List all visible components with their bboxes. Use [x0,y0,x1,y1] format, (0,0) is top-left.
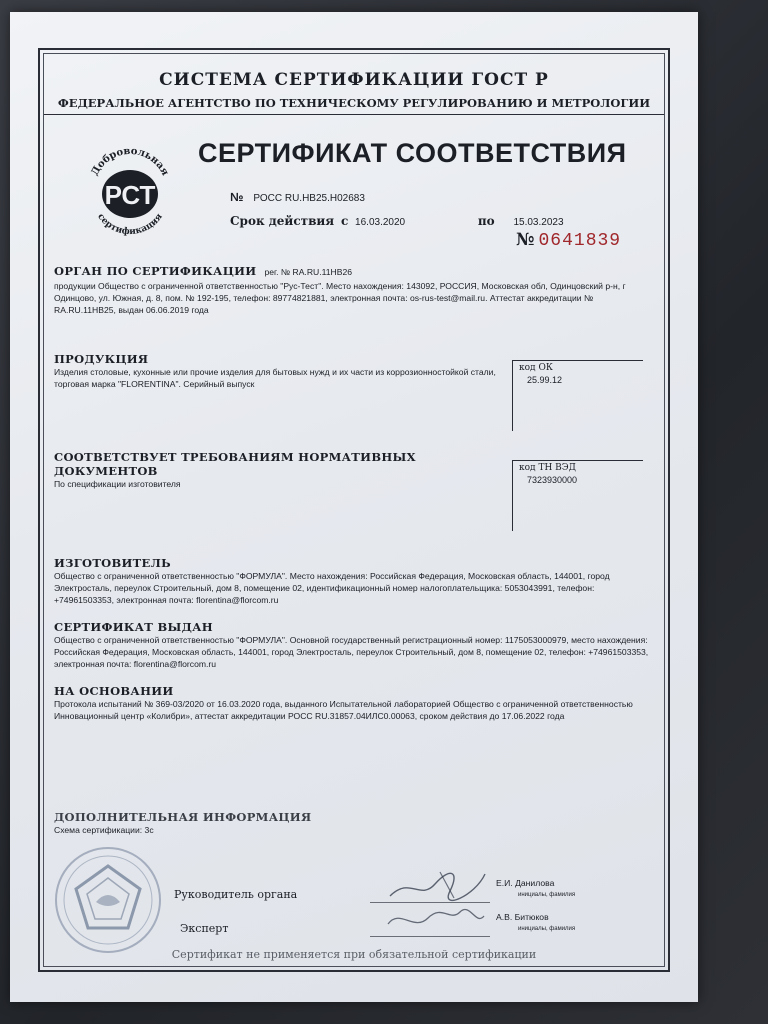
manufacturer-text: Общество с ограниченной ответственностью "ФОРМУЛА". Место нахождения: Российская Федерация, Московская область, 144001, город Электросталь, переулок Строительный, дом 8, помещение 02, идентификационный номер налогоплательщика: 5053043991, телефон: +74961503353, электронная почта: florentina@florcom.ru [54,571,610,605]
basis-section [54,684,654,722]
extra-heading: ДОПОЛНИТЕЛЬНАЯ ИНФОРМАЦИЯ [54,810,312,824]
certificate-frame [38,48,670,972]
conformity-heading: СООТВЕТСТВУЕТ ТРЕБОВАНИЯМ НОРМАТИВНЫХ ДОКУМЕНТОВ [54,450,416,478]
seal-stamp-icon [52,844,164,956]
code-ok-label: код ОК [519,363,553,373]
basis-heading: НА ОСНОВАНИИ [54,684,174,698]
logo-mark: РСТ [104,180,156,210]
organ-heading: ОРГАН ПО СЕРТИФИКАЦИИ [54,264,257,278]
organ-section [54,262,654,316]
validity-to: 15.03.2023 [513,217,564,228]
certificate-title: СЕРТИФИКАТ СООТВЕТСТВИЯ [198,138,627,168]
organ-text: продукции Общество с ограниченной ответственностью "Рус-Тест". Место нахождения: 143092, РОССИЯ, Московская обл, Одинцовский р-н, г Одинцово, ул. Южная, д. 8, пом. № 192-195, телефон: 89774821881, электронная почта: os-rus-test@mail.ru. Аттестат аккредитации № RA.RU.11HB25, выдан 06.06.2019 года [54,281,626,315]
validity-from: 16.03.2020 [355,217,406,228]
validity-to-label: по [477,214,495,228]
validity-label: Срок действия [230,214,335,228]
product-text: Изделия столовые, кухонные или прочие изделия для бытовых нужд и их части из коррозионностойкой стали, торговая марка "FLORENTINA". Серийный выпуск [54,367,496,389]
head-signature-label: Руководитель органа [174,888,298,901]
code-tn-box [512,460,643,531]
rst-logo-icon [80,140,180,240]
logo-bottom-text: сертификация [95,211,165,238]
manufacturer-section [54,556,654,606]
registration-number [230,190,365,204]
extra-text: Схема сертификации: 3с [54,825,154,835]
head-caption: инициалы, фамилия [518,892,576,898]
expert-caption: инициалы, фамилия [518,926,576,932]
product-section [54,352,514,390]
basis-text: Протокола испытаний № 369-03/2020 от 16.03.2020 года, выданного Испытательной лабораторией Общество с ограниченной ответственностью Инновационный центр «Колибри», аттестат аккредитации РОСС RU.31857.04ИЛС0.00063, сроком действия до 17.06.2022 года [54,699,633,721]
serial-no-label: № [516,230,535,250]
head-name: Е.И. Данилова [496,878,555,888]
validity-period [230,214,564,228]
agency-name: ФЕДЕРАЛЬНОЕ АГЕНТСТВО ПО ТЕХНИЧЕСКОМУ РЕГУЛИРОВАНИЮ И МЕТРОЛОГИИ [57,96,651,110]
logo-top-text: Добровольная [89,145,171,178]
code-ok-value: 25.99.12 [527,375,563,385]
code-ok-box [512,360,643,431]
footer-note: Сертификат не применяется при обязательной сертификации [171,948,537,961]
code-tn-label: код ТН ВЭД [519,463,576,473]
product-heading: ПРОДУКЦИЯ [54,352,149,366]
code-tn-value: 7323930000 [527,475,578,485]
organ-reg: рег. № RA.RU.11HB26 [264,267,353,277]
expert-signature-label: Эксперт [180,922,229,935]
reg-no-label: № [230,190,244,204]
system-title: СИСТЕМА СЕРТИФИКАЦИИ ГОСТ Р [159,70,549,90]
serial-value: 0641839 [538,231,622,251]
expert-name: А.В. Битюков [496,912,549,922]
certificate-sheet [10,12,698,1002]
extra-section [54,810,454,836]
conformity-text: По спецификации изготовителя [54,479,181,489]
issued-text: Общество с ограниченной ответственностью "ФОРМУЛА". Основной государственный регистрационный номер: 1175053000979, место нахождения: Российская Федерация, Московская область, 144001, город Электросталь, переулок Строительный, дом 8, помещение 02, телефон: +74961503353, электронная почта: florentina@florcom.ru [54,635,649,669]
conformity-section [54,450,514,490]
manufacturer-heading: ИЗГОТОВИТЕЛЬ [54,556,171,570]
head-signature-icon [380,866,490,906]
issued-section [54,620,654,670]
expert-signature-icon [380,902,490,936]
issued-heading: СЕРТИФИКАТ ВЫДАН [54,620,213,634]
validity-from-label: с [340,214,349,228]
header-divider [44,114,664,115]
reg-no-value: РОСС RU.HB25.H02683 [253,193,365,204]
serial-number [516,230,621,251]
expert-sign-line [370,936,490,937]
